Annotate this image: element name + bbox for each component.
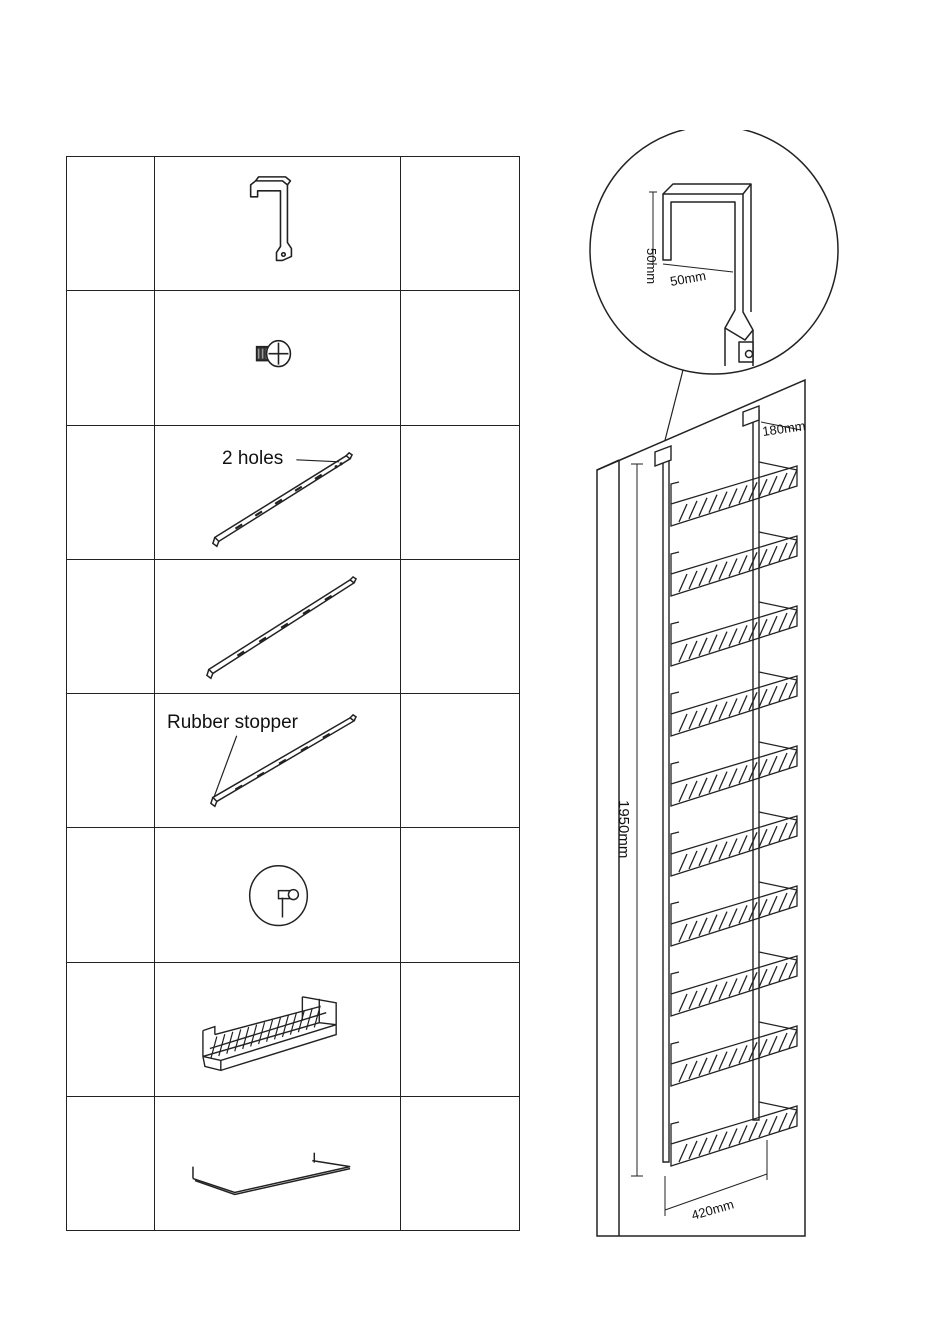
quantity-cell: [67, 828, 155, 962]
wire-basket-drawing: [155, 963, 400, 1096]
callout-rubber-stopper: Rubber stopper: [167, 712, 298, 733]
quantity-cell: [67, 559, 155, 693]
part-cell: [155, 1096, 401, 1230]
quantity-cell: [67, 425, 155, 559]
part-cell: [155, 291, 401, 425]
table-row: [67, 291, 520, 425]
table-row: [67, 559, 520, 693]
suction-cup-drawing: [155, 828, 400, 961]
basket-depth-label: 180mm: [761, 418, 807, 439]
table-row: [67, 828, 520, 962]
screw-drawing: [155, 291, 400, 424]
code-cell: [401, 157, 520, 291]
quantity-cell: [67, 157, 155, 291]
code-cell: [401, 425, 520, 559]
assembly-diagram: [575, 130, 934, 1250]
part-cell: [155, 157, 401, 291]
table-row: [67, 425, 520, 559]
quantity-cell: [67, 694, 155, 828]
quantity-cell: [67, 291, 155, 425]
part-cell: [155, 962, 401, 1096]
code-cell: [401, 962, 520, 1096]
overall-width-label: 420mm: [689, 1196, 736, 1223]
wire-bar-drawing: [155, 1097, 400, 1230]
top-rail-drawing: [155, 426, 400, 559]
table-row: [67, 694, 520, 828]
part-cell: [155, 828, 401, 962]
part-cell: [155, 694, 401, 828]
hook-depth-label: 50mm: [668, 267, 708, 289]
parts-table: [66, 156, 520, 1231]
overall-height-label: 1950mm: [615, 800, 632, 859]
part-cell: [155, 559, 401, 693]
quantity-cell: [67, 1096, 155, 1230]
code-cell: [401, 1096, 520, 1230]
part-cell: [155, 425, 401, 559]
table-row: [67, 157, 520, 291]
middle-rail-drawing: [155, 560, 400, 693]
code-cell: [401, 559, 520, 693]
code-cell: [401, 291, 520, 425]
table-row: [67, 962, 520, 1096]
door-hook-drawing: [155, 157, 400, 290]
hook-height-label: 50mm: [644, 248, 659, 285]
code-cell: [401, 828, 520, 962]
bottom-rail-drawing: [155, 694, 400, 827]
code-cell: [401, 694, 520, 828]
quantity-cell: [67, 962, 155, 1096]
callout-two-holes: 2 holes: [222, 447, 284, 469]
table-row: [67, 1096, 520, 1230]
